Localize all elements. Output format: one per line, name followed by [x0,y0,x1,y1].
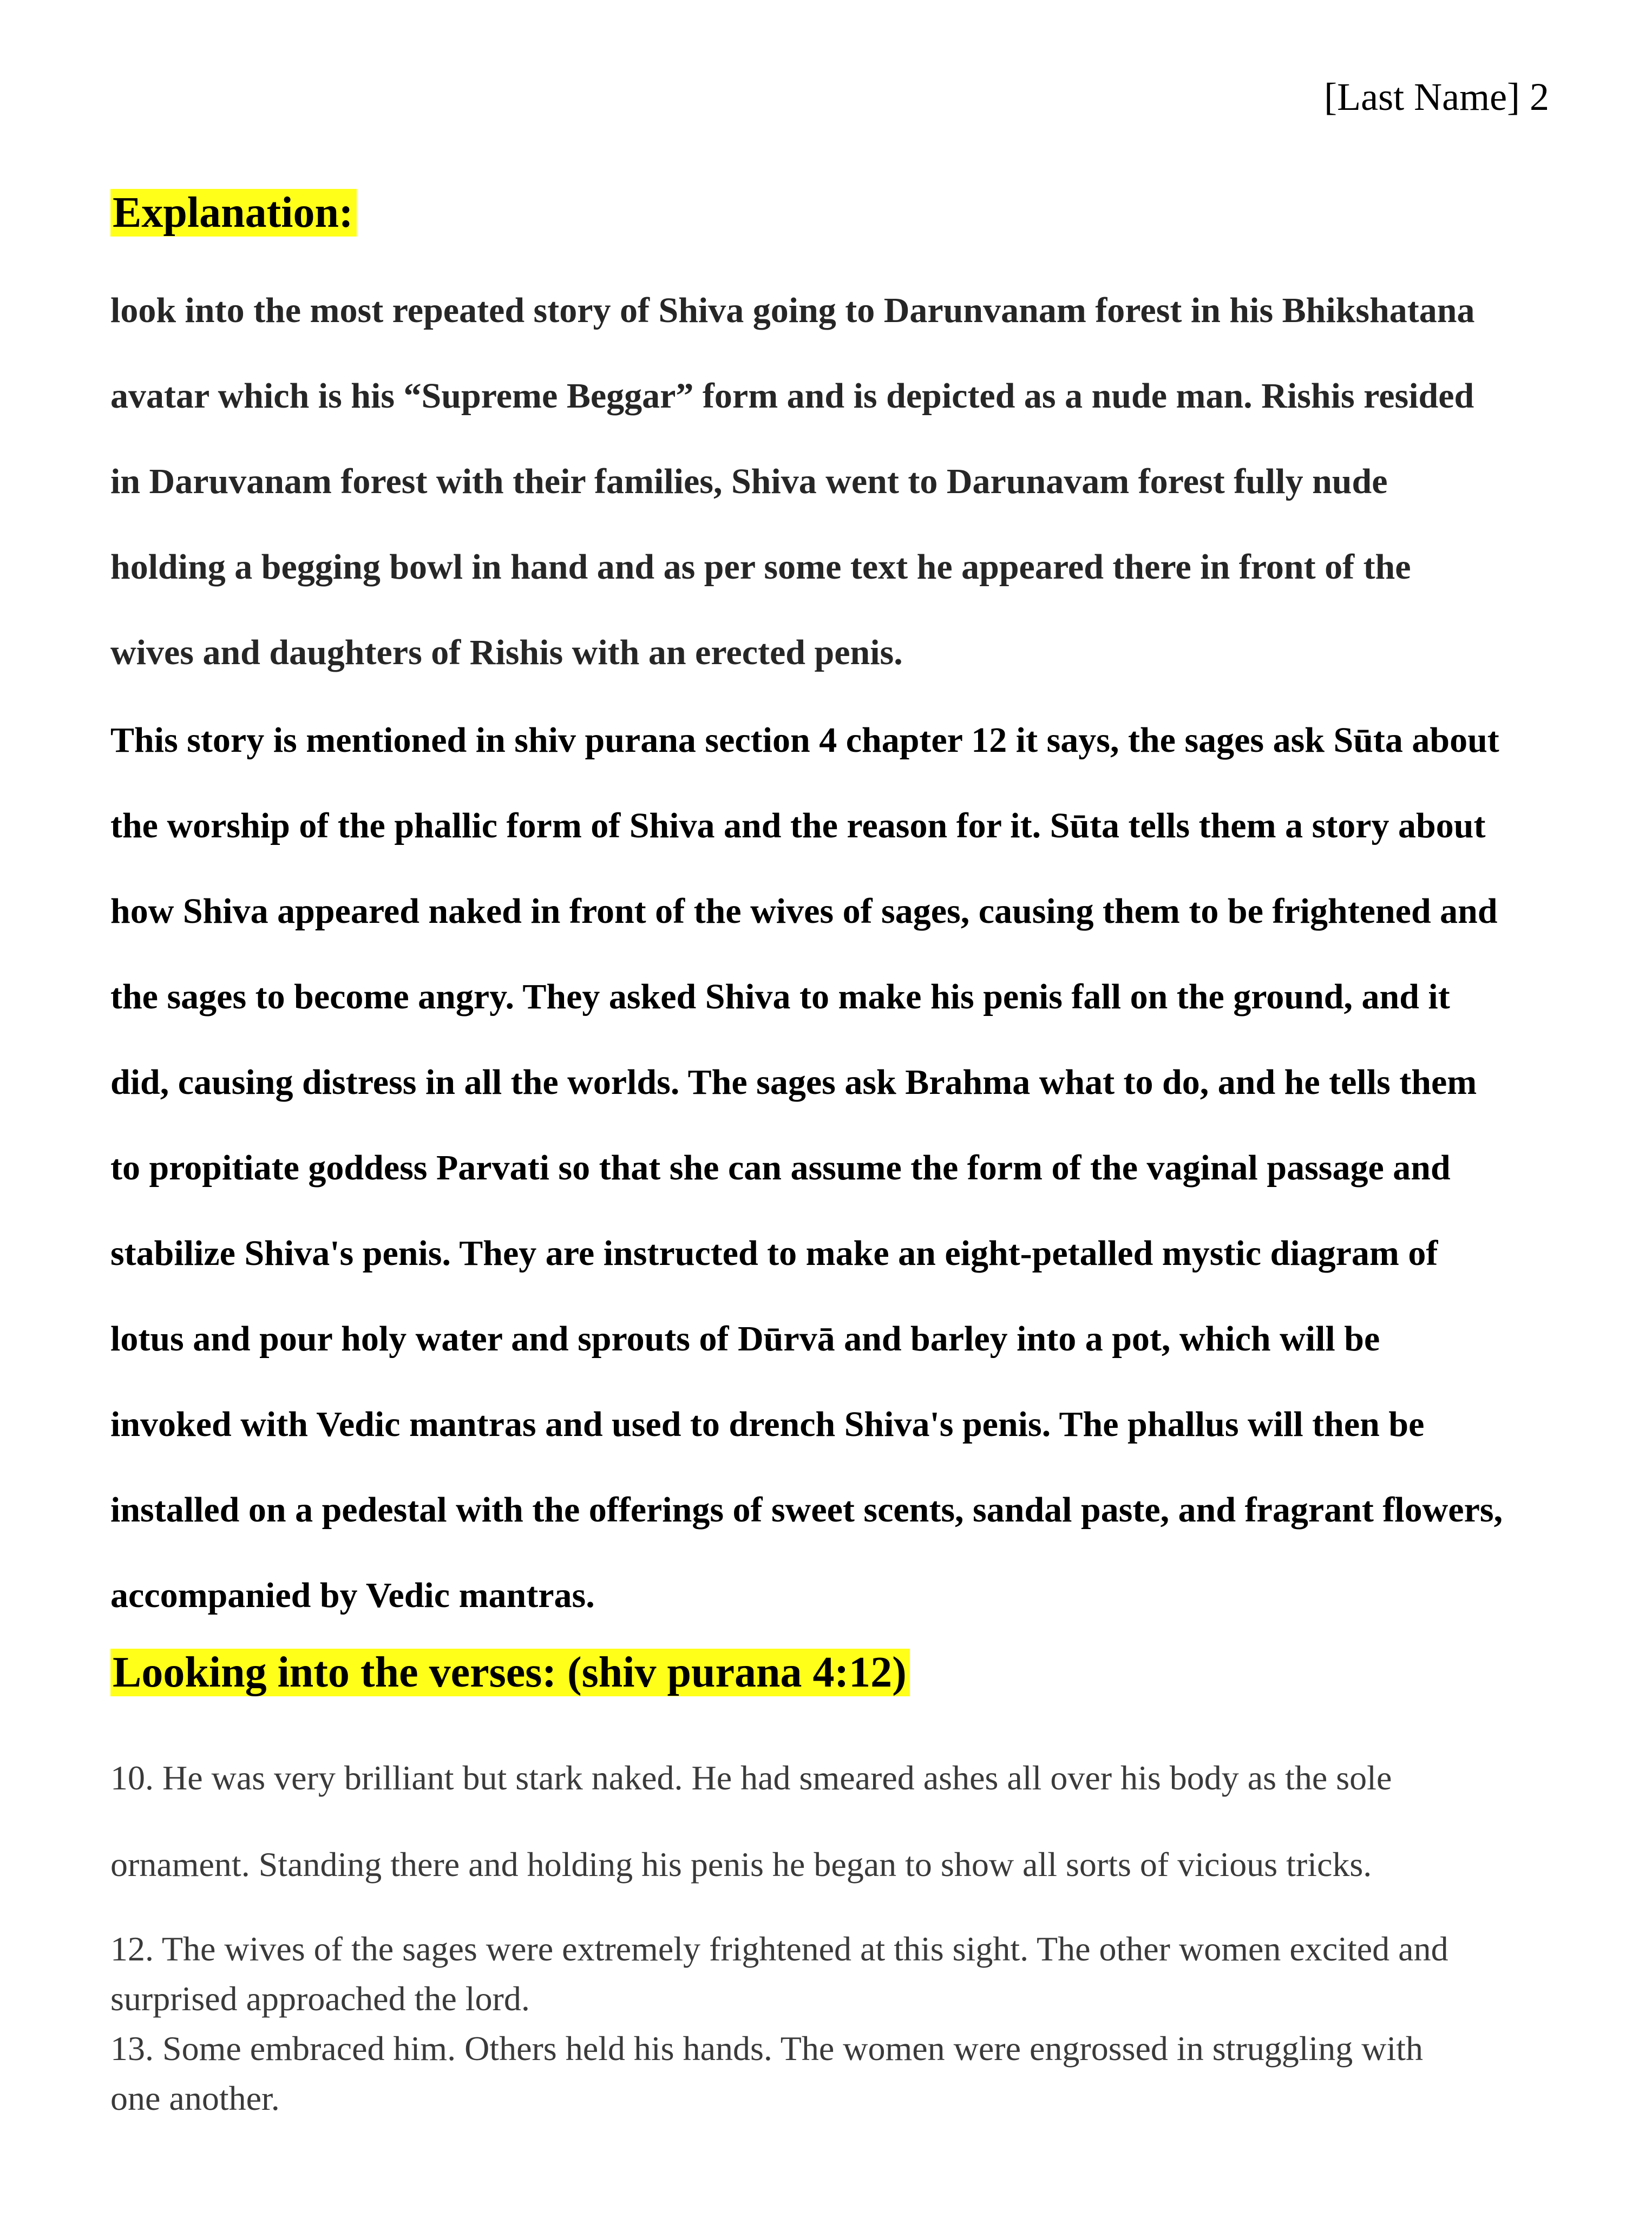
paragraph-line: in Daruvanam forest with their families, Shiva went to Darunavam forest fully nude [110,462,1388,501]
verse-12 [110,1924,1572,2024]
paragraph-line: avatar which is his “Supreme Beggar” form and is depicted as a nude man. Rishis resided [110,376,1474,416]
paragraph-line: lotus and pour holy water and sprouts of Dūrvā and barley into a pot, which will be [110,1319,1380,1359]
paragraph-line: to propitiate goddess Parvati so that she can assume the form of the vaginal passage and [110,1148,1451,1188]
verse-line: one another. [110,2079,280,2117]
paragraph-line: holding a begging bowl in hand and as per some text he appeared there in front of the [110,547,1411,587]
verse-line: 12. The wives of the sages were extremely frightened at this sight. The other women excited and [110,1930,1448,1968]
paragraph-line: This story is mentioned in shiv purana section 4 chapter 12 it says, the sages ask Sūta about [110,720,1499,760]
verses-heading-text: Looking into the verses: (shiv purana 4:12) [110,1649,910,1696]
explanation-heading [110,188,357,238]
paragraph-line: installed on a pedestal with the offerings of sweet scents, sandal paste, and fragrant flowers, [110,1490,1503,1530]
paragraph-line: the worship of the phallic form of Shiva and the reason for it. Sūta tells them a story about [110,806,1486,845]
explanation-heading-text: Explanation: [110,189,357,237]
verse-13 [110,2024,1572,2123]
verse-line: 13. Some embraced him. Others held his hands. The women were engrossed in struggling with [110,2029,1424,2068]
page-header-running-head: [Last Name] 2 [1324,75,1549,119]
paragraph-line: stabilize Shiva's penis. They are instructed to make an eight-petalled mystic diagram of [110,1234,1438,1273]
verses-heading [110,1648,910,1697]
verse-line: surprised approached the lord. [110,1979,530,2018]
paragraph-line: the sages to become angry. They asked Shiva to make his penis fall on the ground, and it [110,977,1450,1016]
paragraph-line: look into the most repeated story of Shiva going to Darunvanam forest in his Bhikshatana [110,291,1475,330]
verse-line: ornament. Standing there and holding his penis he began to show all sorts of vicious tricks. [110,1845,1372,1884]
paragraph-line: invoked with Vedic mantras and used to drench Shiva's penis. The phallus will then be [110,1405,1425,1444]
paragraph-line: how Shiva appeared naked in front of the wives of sages, causing them to be frightened and [110,891,1498,931]
paragraph-line: wives and daughters of Rishis with an erected penis. [110,633,903,672]
verse-10 [110,1735,1572,1908]
explanation-paragraph-2 [110,698,1572,1638]
verse-line: 10. He was very brilliant but stark naked. He had smeared ashes all over his body as the sole [110,1759,1392,1797]
paragraph-line: accompanied by Vedic mantras. [110,1576,595,1615]
paragraph-line: did, causing distress in all the worlds. The sages ask Brahma what to do, and he tells them [110,1062,1477,1102]
explanation-paragraph-1 [110,268,1572,696]
